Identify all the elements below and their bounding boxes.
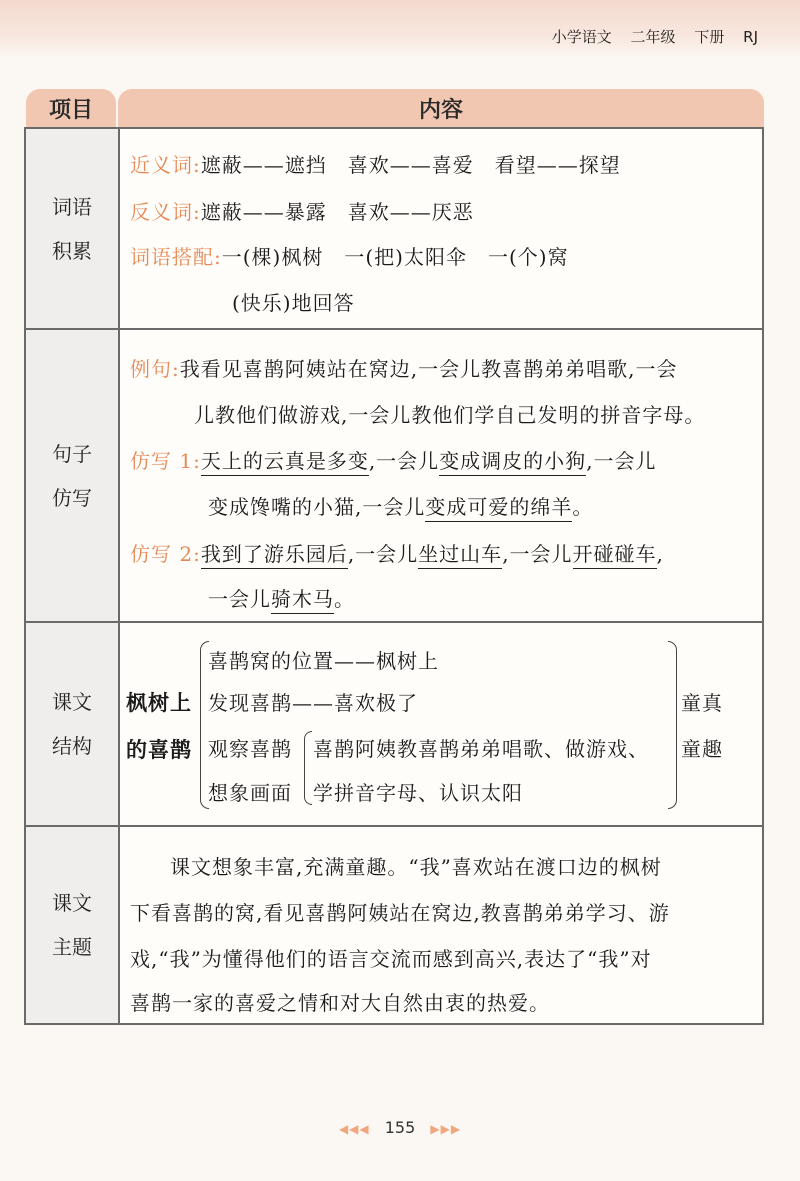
category-imitation [26,330,118,621]
structure-row-2: 发现喜鹊——喜欢极了 [208,691,418,715]
prev-page-arrows[interactable]: ◀◀◀ [338,1122,370,1136]
example-line-2 [194,399,705,428]
theme-line-3: 戏,“我”为懂得他们的语言交流而感到高兴,表达了“我”对 [130,947,652,971]
connector-text: ,一会儿 [355,495,426,519]
example-line-1 [130,353,677,382]
header-info [538,26,758,47]
collocation-text-2: (快乐)地回答 [232,291,355,315]
connector-text: 一会儿 [208,587,271,611]
imitation-2-label: 仿写 2: [130,542,201,566]
structure-title-1: 枫树上 [126,691,192,715]
category-text: 课文 [52,891,92,915]
imitation-1-label: 仿写 1: [130,449,201,473]
structure-result-1: 童真 [681,691,723,715]
connector-text: ,一会儿 [586,449,657,473]
underlined-phrase: 变成可爱的绵羊 [425,495,572,522]
grade-label: 二年级 [630,28,676,46]
collocation-text: 一(棵)枫树 一(把)太阳伞 一(个)窝 [221,245,569,269]
synonyms-line [130,149,621,178]
antonyms-line [130,196,474,225]
category-text: 积累 [52,238,92,263]
period-text: 。 [334,587,355,611]
edition-label: RJ [743,28,758,46]
structure-title-2: 的喜鹊 [126,738,192,762]
collocation-label: 词语搭配: [130,245,222,269]
connector-text: ,一会儿 [368,449,440,473]
category-structure [26,623,118,825]
row-divider [26,621,762,623]
column-divider [118,129,120,1023]
antonyms-label: 反义词: [130,200,201,224]
imitation-2-line-2 [208,583,355,612]
category-text: 课文 [52,690,92,714]
page-footer [0,1118,800,1137]
category-text: 句子 [52,441,92,466]
collocation-line [130,241,569,270]
period-text: 。 [572,495,594,519]
underlined-phrase: 变成馋嘴的小猫 [208,495,355,519]
connector-text: ,一会儿 [347,542,419,566]
underlined-phrase: 骑木马 [271,587,334,614]
structure-row-3-label: 观察喜鹊 [208,737,292,761]
row-divider [26,825,762,827]
page-number: 155 [384,1118,416,1137]
underlined-phrase: 开碰碰车 [573,542,657,569]
example-text-2: 儿教他们做游戏,一会儿教他们学自己发明的拼音字母。 [194,403,706,427]
volume-label: 下册 [694,28,725,46]
structure-row-1: 喜鹊窝的位置——枫树上 [208,649,439,673]
collocation-line-2 [232,287,355,316]
category-text: 仿写 [52,485,92,510]
imitation-1-line-2 [208,491,593,520]
category-theme [26,827,118,1023]
underlined-phrase: 天上的云真是多变 [201,449,369,476]
column-header-item: 项目 [26,89,116,127]
underlined-phrase: 我到了游乐园后 [201,542,348,569]
connector-text: ,一会儿 [502,542,573,566]
theme-line-4: 喜鹊一家的喜爱之情和对大自然由衷的热爱。 [130,991,550,1015]
inner-brace [304,731,312,805]
category-text: 结构 [52,734,92,758]
imitation-1-line-1 [130,445,657,474]
category-text: 词语 [52,194,92,219]
comma-text: , [656,542,664,566]
theme-line-2: 下看喜鹊的窝,看见喜鹊阿姨站在窝边,教喜鹊弟弟学习、游 [130,901,670,925]
theme-line-1: 课文想象丰富,充满童趣。“我”喜欢站在渡口边的枫树 [170,855,662,879]
category-vocab [26,129,118,328]
column-header-content: 内容 [118,89,764,127]
imitation-2-line-1 [130,538,664,567]
next-page-arrows[interactable]: ▶▶▶ [430,1122,462,1136]
right-brace [668,641,677,809]
structure-row-3-detail: 喜鹊阿姨教喜鹊弟弟唱歌、做游戏、 [313,737,649,761]
example-text-1: 我看见喜鹊阿姨站在窝边,一会儿教喜鹊弟弟唱歌,一会 [179,357,678,381]
synonyms-text: 遮蔽——遮挡 喜欢——喜爱 看望——探望 [200,153,621,177]
category-text: 主题 [52,935,92,959]
subject-label: 小学语文 [551,28,612,46]
example-label: 例句: [130,357,180,381]
underlined-phrase: 变成调皮的小狗 [439,449,586,476]
structure-row-4-label: 想象画面 [208,781,292,805]
structure-result-2: 童趣 [681,737,723,761]
summary-table [24,127,764,1025]
antonyms-text: 遮蔽——暴露 喜欢——厌恶 [200,200,474,224]
row-divider [26,328,762,330]
underlined-phrase: 坐过山车 [418,542,502,569]
synonyms-label: 近义词: [130,153,201,177]
structure-row-4-detail: 学拼音字母、认识太阳 [313,781,523,805]
